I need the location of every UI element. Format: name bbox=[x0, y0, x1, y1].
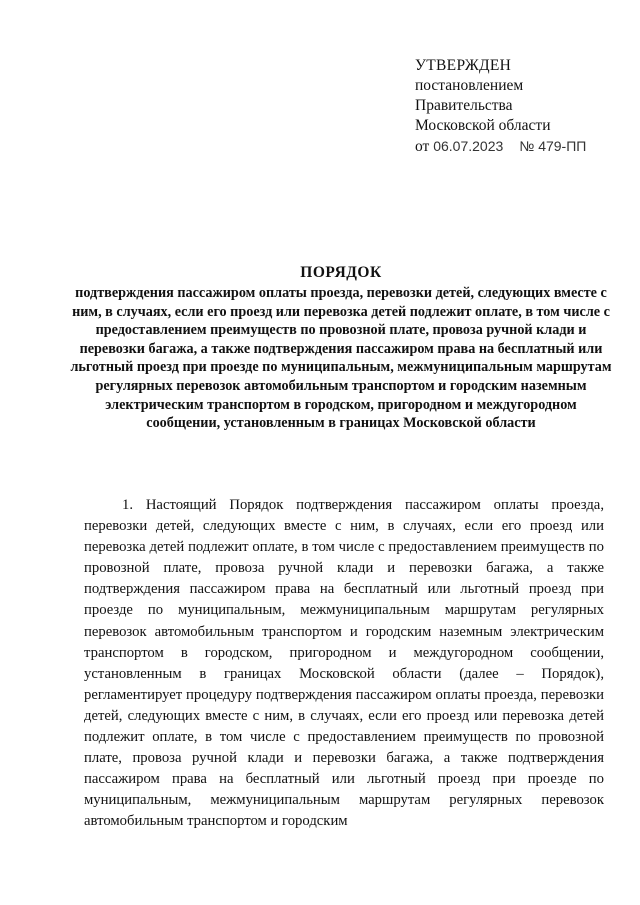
document-subtitle: подтверждения пассажиром оплаты проезда, перевозки детей, следующих вместе с ним, в случаях, если его проезд или перевозка детей подлежит оплате, в том числе с предоставлением преимуществ по провозной плате, провоза ручной клади и перевозки багажа, а также подтверждения пассажиром права на бесплатный или льготный проезд при проезде по муниципальным, межмуниципальным маршрутам регулярных перевозок автомобильным транспортом и городским наземным электрическим транспортом в городском, пригородном и междугородном сообщении, установленным в границах Московской области bbox=[70, 285, 612, 432]
approval-line-1: постановлением bbox=[415, 77, 524, 94]
approval-date: 06.07.2023 bbox=[433, 138, 504, 154]
document-title: ПОРЯДОК bbox=[300, 264, 382, 281]
approval-title: УТВЕРЖДЕН bbox=[415, 57, 512, 74]
document-heading bbox=[70, 262, 612, 433]
approval-line-3: Московской области bbox=[415, 117, 551, 134]
approval-line-2: Правительства bbox=[415, 97, 513, 114]
document-body bbox=[84, 495, 604, 833]
approval-date-line bbox=[415, 136, 586, 157]
approval-date-prefix: от bbox=[415, 138, 430, 155]
approval-block bbox=[415, 56, 586, 157]
approval-number: № 479-ПП bbox=[519, 138, 587, 154]
paragraph-1: 1. Настоящий Порядок подтверждения пассажиром оплаты проезда, перевозки детей, следующих вместе с ним, в случаях, если его проезд или перевозка детей подлежит оплате, в том числе с предоставлением преимуществ по провозной плате, провоза ручной клади и перевозки багажа, а также подтверждения пассажиром права на бесплатный или льготный проезд при проезде по муниципальным, межмуниципальным маршрутам регулярных перевозок автомобильным транспортом и городским наземным электрическим транспортом в городском, пригородном и междугородном сообщении, установленным в границах Московской области (далее – Порядок), регламентирует процедуру подтверждения пассажиром оплаты проезда, перевозки детей, следующих вместе с ним, в случаях, если его проезд или перевозка детей подлежит оплате, в том числе с предоставлением преимуществ по провозной плате, провоза ручной клади и перевозки багажа, а также подтверждения пассажиром права на бесплатный или льготный проезд при проезде по муниципальным, межмуниципальным маршрутам регулярных перевозок автомобильным транспортом и городским bbox=[84, 497, 604, 830]
